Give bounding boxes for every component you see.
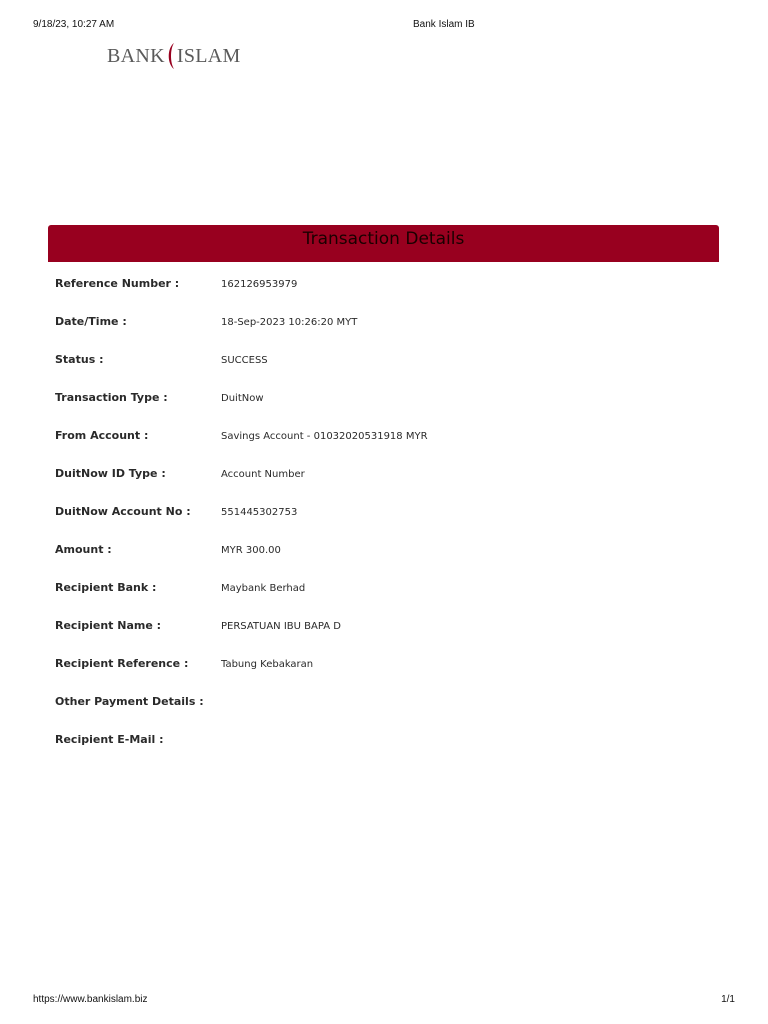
detail-row-date-time [55,315,715,333]
crescent-icon [166,42,176,70]
detail-label: Status : [55,353,104,366]
detail-value: Account Number [221,469,305,480]
detail-value: 18-Sep-2023 10:26:20 MYT [221,317,358,328]
detail-value: PERSATUAN IBU BAPA D [221,621,341,632]
panel-title: Transaction Details [302,229,465,249]
detail-label: Recipient Name : [55,619,162,632]
detail-row-other-payment-details [55,695,715,713]
print-header [0,18,768,32]
detail-value: 162126953979 [221,279,298,290]
detail-row-recipient-email [55,733,715,751]
detail-label: Recipient Reference : [55,657,189,670]
detail-label: Transaction Type : [55,391,168,404]
detail-row-duitnow-account-no [55,505,715,523]
print-url: https://www.bankislam.biz [33,994,148,1005]
detail-value: MYR 300.00 [221,545,281,556]
logo-text-bank: BANK [107,44,165,67]
detail-value: Maybank Berhad [221,583,306,594]
detail-value: 551445302753 [221,507,298,518]
detail-label: DuitNow Account No : [55,505,191,518]
detail-row-amount [55,543,715,561]
detail-label: Date/Time : [55,315,127,328]
transaction-details-header [48,225,719,262]
print-page-number: 1/1 [721,994,735,1005]
print-footer [0,994,768,1008]
detail-label: Recipient E-Mail : [55,733,164,746]
print-page-title: Bank Islam IB [413,19,475,30]
detail-row-duitnow-id-type [55,467,715,485]
detail-row-status [55,353,715,371]
detail-label: DuitNow ID Type : [55,467,166,480]
logo-text-islam: ISLAM [176,44,241,67]
detail-row-reference-number [55,277,715,295]
detail-value: Savings Account - 01032020531918 MYR [221,431,428,442]
print-datetime: 9/18/23, 10:27 AM [33,19,115,30]
detail-row-recipient-bank [55,581,715,599]
detail-label: Reference Number : [55,277,180,290]
detail-label: Recipient Bank : [55,581,157,594]
detail-label: Amount : [55,543,112,556]
detail-value: SUCCESS [221,355,268,366]
detail-value: DuitNow [221,393,264,404]
detail-row-recipient-reference [55,657,715,675]
bank-islam-logo [107,42,241,70]
detail-row-from-account [55,429,715,447]
detail-row-recipient-name [55,619,715,637]
detail-label: From Account : [55,429,149,442]
detail-label: Other Payment Details : [55,695,204,708]
detail-row-transaction-type [55,391,715,409]
detail-value: Tabung Kebakaran [221,659,314,670]
